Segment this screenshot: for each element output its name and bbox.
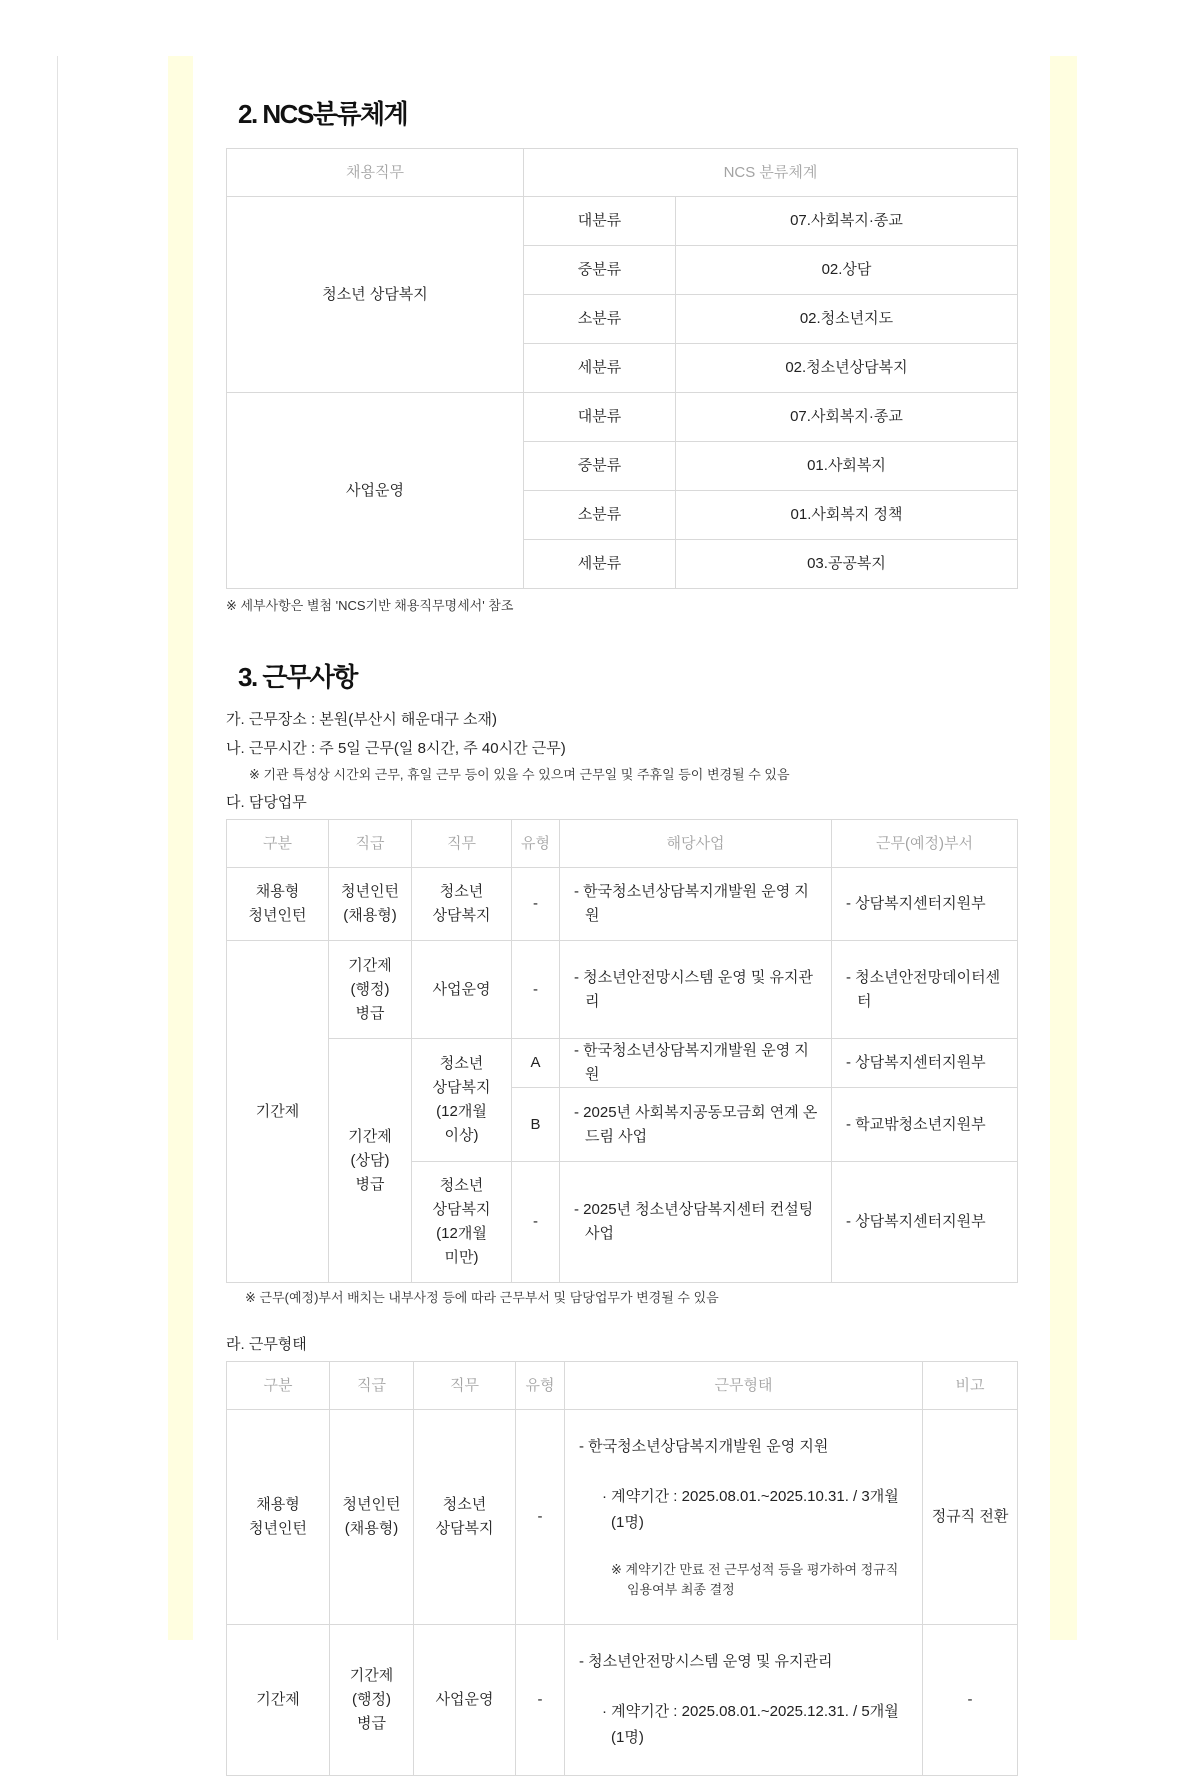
conversion-note: ※ 계약기간 만료 전 근무성적 등을 평가하여 정규직 임용여부 최종 결정 [611,1562,899,1597]
header-grade: 직급 [329,820,412,868]
category-cell: 채용형 청년인턴 [227,1410,330,1625]
header-type: 유형 [512,820,560,868]
level-cell: 중분류 [524,246,676,295]
project-text: - 2025년 청소년상담복지센터 컨설팅 사업 [574,1201,814,1242]
header-work-form: 근무형태 [565,1362,923,1410]
header-ncs: NCS 분류체계 [524,149,1018,197]
value-cell: 02.청소년지도 [676,295,1018,344]
job-cell: 사업운영 [412,941,512,1039]
project-text: - 한국청소년상담복지개발원 운영 지원 [574,1042,809,1083]
type-cell: A [512,1039,560,1088]
job-cell: 청소년 상담복지 (12개월 이상) [412,1039,512,1162]
level-cell: 중분류 [524,442,676,491]
grade-cell: 기간제 (행정) 병급 [329,941,412,1039]
right-highlight-strip [1050,56,1077,1640]
job-cell: 사업운영 [414,1625,516,1776]
table-row [227,1410,1018,1625]
value-cell: 02.청소년상담복지 [676,344,1018,393]
value-cell: 03.공공복지 [676,540,1018,589]
job-cell: 청소년 상담복지 (12개월 미만) [412,1162,512,1283]
left-highlight-strip [168,56,193,1640]
grade-cell: 청년인턴 (채용형) [329,868,412,941]
header-remark: 비고 [923,1362,1018,1410]
type-cell: - [516,1410,565,1625]
table-header-row [227,1362,1018,1410]
remark-cell: 정규직 전환 [923,1410,1018,1625]
type-cell: - [512,1162,560,1283]
department-cell [832,1039,1018,1088]
project-text: - 청소년안전망시스템 운영 및 유지관리 [574,968,814,1010]
grade-cell: 기간제 (행정) 병급 [330,1625,414,1776]
work-form-cell [565,1410,923,1625]
value-cell: 01.사회복지 [676,442,1018,491]
department-cell [832,941,1018,1039]
table-row [227,197,1018,246]
work-place: 가. 근무장소 : 본원(부산시 해운대구 소재) [226,711,498,728]
project-cell [560,1088,832,1162]
duties-table [226,819,1018,1283]
contract-period: · 계약기간 : 2025.08.01.~2025.12.31. / 5개월 (1명) [602,1703,899,1746]
table-row [227,393,1018,442]
duties-label: 다. 담당업무 [226,794,307,811]
job-cell: 사업운영 [227,393,524,589]
department-text: - 학교밖청소년지원부 [846,1115,986,1133]
header-category: 구분 [227,820,329,868]
table-row [227,868,1018,941]
header-project: 해당사업 [560,820,832,868]
job-cell: 청소년 상담복지 [227,197,524,393]
remark-cell: - [923,1625,1018,1776]
level-cell: 세분류 [524,344,676,393]
value-cell: 07.사회복지·종교 [676,197,1018,246]
table-row [227,1625,1018,1776]
department-text: - 상담복지센터지원부 [846,1054,986,1071]
header-grade: 직급 [330,1362,414,1410]
work-form-project: - 청소년안전망시스템 운영 및 유지관리 [579,1653,833,1670]
left-page-rule [57,56,58,1640]
department-text: - 상담복지센터지원부 [846,1213,986,1230]
department-cell [832,1088,1018,1162]
project-cell [560,868,832,941]
type-cell: - [512,868,560,941]
level-cell: 세분류 [524,540,676,589]
project-text: - 2025년 사회복지공동모금회 연계 온드림 사업 [574,1103,818,1145]
table-row [227,941,1018,1039]
work-form-cell [565,1625,923,1776]
level-cell: 대분류 [524,393,676,442]
department-text: - 상담복지센터지원부 [846,895,986,912]
section-title-work: 3. 근무사항 [238,662,357,692]
header-type: 유형 [516,1362,565,1410]
department-text: - 청소년안전망데이터센터 [846,968,1001,1010]
project-cell [560,1039,832,1088]
value-cell: 02.상담 [676,246,1018,295]
grade-cell: 기간제 (상담) 병급 [329,1039,412,1283]
department-cell [832,1162,1018,1283]
header-job: 직무 [412,820,512,868]
table-row [227,1039,1018,1088]
work-form-label: 라. 근무형태 [226,1336,307,1353]
work-hours-note: ※ 기관 특성상 시간외 근무, 휴일 근무 등이 있을 수 있으며 근무일 및 주휴일 등이 변경될 수 있음 [249,767,790,782]
work-form-table [226,1361,1018,1776]
ncs-note: ※ 세부사항은 별첨 'NCS기반 채용직무명세서' 참조 [226,598,514,613]
value-cell: 01.사회복지 정책 [676,491,1018,540]
project-cell [560,941,832,1039]
header-category: 구분 [227,1362,330,1410]
department-cell [832,868,1018,941]
job-cell: 청소년 상담복지 [414,1410,516,1625]
category-cell: 기간제 [227,941,329,1283]
header-job: 채용직무 [227,149,524,197]
table-header-row [227,820,1018,868]
level-cell: 소분류 [524,295,676,344]
table-header-row [227,149,1018,197]
category-cell: 채용형 청년인턴 [227,868,329,941]
type-cell: B [512,1088,560,1162]
work-form-project: - 한국청소년상담복지개발원 운영 지원 [579,1438,829,1455]
project-text: - 한국청소년상담복지개발원 운영 지원 [574,883,809,924]
grade-cell: 청년인턴 (채용형) [330,1410,414,1625]
level-cell: 소분류 [524,491,676,540]
header-job: 직무 [414,1362,516,1410]
contract-period: · 계약기간 : 2025.08.01.~2025.10.31. / 3개월 (1명) [602,1488,899,1531]
project-cell [560,1162,832,1283]
section-title-ncs: 2. NCS분류체계 [238,99,408,129]
type-cell: - [516,1625,565,1776]
job-cell: 청소년 상담복지 [412,868,512,941]
type-cell: - [512,941,560,1039]
duties-note: ※ 근무(예정)부서 배치는 내부사정 등에 따라 근무부서 및 담당업무가 변경될 수 있음 [245,1290,719,1305]
ncs-classification-table [226,148,1018,589]
category-cell: 기간제 [227,1625,330,1776]
work-hours: 나. 근무시간 : 주 5일 근무(일 8시간, 주 40시간 근무) [226,740,566,757]
value-cell: 07.사회복지·종교 [676,393,1018,442]
header-department: 근무(예정)부서 [832,820,1018,868]
level-cell: 대분류 [524,197,676,246]
